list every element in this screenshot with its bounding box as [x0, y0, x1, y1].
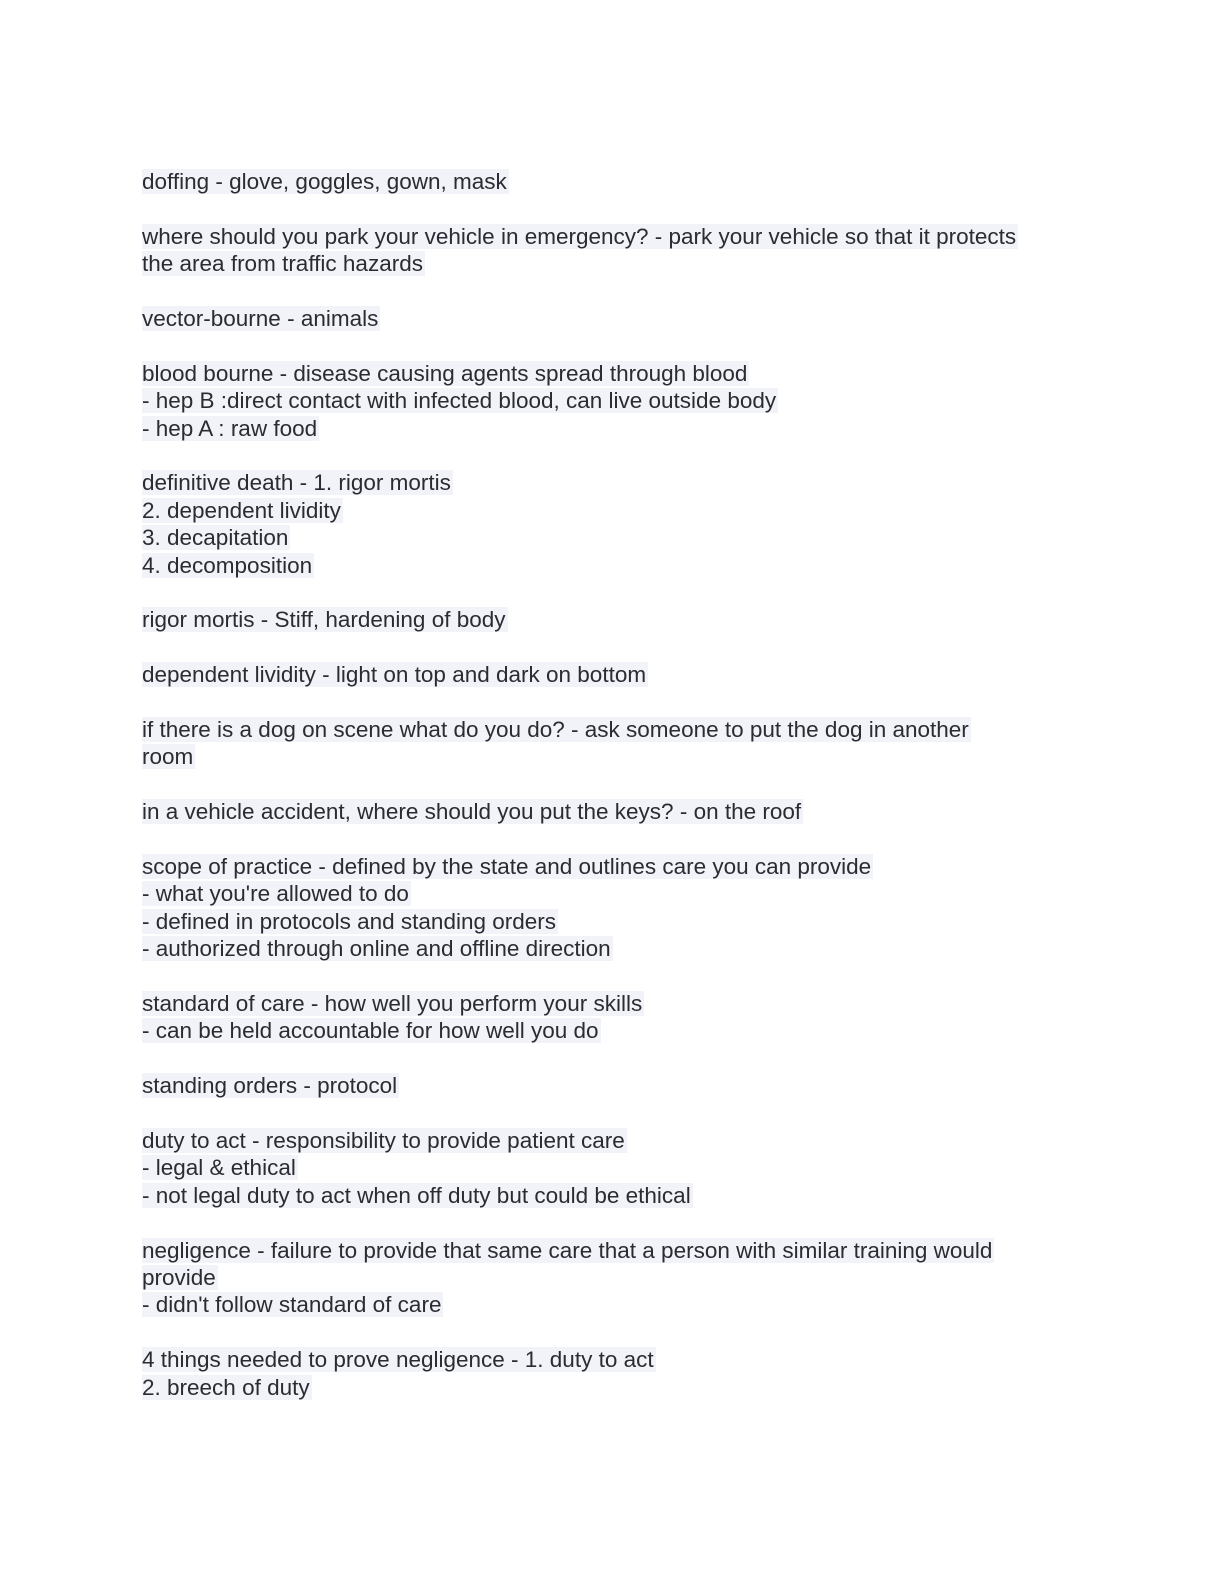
flashcard-entry — [142, 606, 1082, 633]
flashcard-line — [142, 497, 1082, 524]
flashcard-entry — [142, 853, 1082, 963]
flashcard-line — [142, 606, 1082, 633]
flashcard-text: standard of care - how well you perform your skills — [142, 991, 643, 1017]
flashcard-text: blood bourne - disease causing agents spread through blood — [142, 360, 748, 386]
flashcard-line — [142, 853, 1082, 880]
flashcard-line — [142, 1154, 1082, 1181]
flashcard-text: dependent lividity - light on top and dark on bottom — [142, 662, 647, 688]
flashcard-entry — [142, 1346, 1082, 1401]
flashcard-text: - what you're allowed to do — [142, 881, 409, 907]
flashcard-text: 2. dependent lividity — [142, 497, 341, 523]
flashcard-line — [142, 168, 1082, 195]
flashcard-text: definitive death - 1. rigor mortis — [142, 470, 451, 496]
flashcard-line — [142, 1291, 1082, 1318]
flashcard-text: - didn't follow standard of care — [142, 1292, 442, 1318]
flashcard-text: - hep A : raw food — [142, 415, 318, 441]
flashcard-entry — [142, 716, 1082, 771]
flashcard-text: duty to act - responsibility to provide patient care — [142, 1128, 625, 1154]
flashcard-line — [142, 1264, 1082, 1291]
flashcard-line — [142, 415, 1082, 442]
flashcard-line — [142, 223, 1082, 250]
flashcard-line — [142, 1374, 1082, 1401]
flashcard-entry — [142, 223, 1082, 278]
flashcard-text: vector-bourne - animals — [142, 306, 379, 331]
flashcard-line — [142, 469, 1082, 496]
flashcard-entry — [142, 469, 1082, 579]
flashcard-line — [142, 798, 1082, 825]
flashcard-line — [142, 716, 1082, 743]
flashcard-text: - not legal duty to act when off duty but could be ethical — [142, 1182, 691, 1208]
flashcard-line — [142, 1072, 1082, 1099]
flashcard-text: doffing - glove, goggles, gown, mask — [142, 169, 507, 194]
flashcard-text: 4 things needed to prove negligence - 1. duty to act — [142, 1347, 654, 1373]
flashcard-entry — [142, 168, 1082, 195]
flashcard-text: if there is a dog on scene what do you do? - ask someone to put the dog in another — [142, 717, 969, 743]
flashcard-text: negligence - failure to provide that same care that a person with similar training would — [142, 1237, 993, 1263]
flashcard-entry — [142, 1127, 1082, 1209]
flashcard-entry — [142, 360, 1082, 442]
flashcard-line — [142, 935, 1082, 962]
flashcard-line — [142, 880, 1082, 907]
flashcard-entry — [142, 1072, 1082, 1099]
flashcard-entry — [142, 798, 1082, 825]
flashcard-line — [142, 387, 1082, 414]
flashcard-line — [142, 305, 1082, 332]
flashcard-line — [142, 908, 1082, 935]
flashcard-text: - hep B :direct contact with infected blood, can live outside body — [142, 388, 777, 414]
flashcard-text: 2. breech of duty — [142, 1374, 310, 1400]
flashcard-text: scope of practice - defined by the state and outlines care you can provide — [142, 854, 872, 880]
flashcard-text: room — [142, 744, 194, 770]
flashcard-entry — [142, 661, 1082, 688]
flashcard-text: - authorized through online and offline direction — [142, 936, 611, 962]
flashcard-line — [142, 1346, 1082, 1373]
flashcard-line — [142, 1237, 1082, 1264]
flashcard-line — [142, 1127, 1082, 1154]
flashcard-line — [142, 990, 1082, 1017]
flashcard-line — [142, 524, 1082, 551]
flashcard-text: - can be held accountable for how well you do — [142, 1018, 599, 1044]
flashcard-text: standing orders - protocol — [142, 1073, 398, 1099]
flashcard-line — [142, 360, 1082, 387]
flashcard-line — [142, 661, 1082, 688]
flashcard-text: provide — [142, 1265, 216, 1291]
flashcard-entry — [142, 305, 1082, 332]
flashcard-text: rigor mortis - Stiff, hardening of body — [142, 607, 506, 633]
flashcard-text: 3. decapitation — [142, 525, 289, 551]
flashcard-text: the area from traffic hazards — [142, 251, 423, 277]
flashcard-entry — [142, 990, 1082, 1045]
flashcard-entry — [142, 1237, 1082, 1319]
flashcard-line — [142, 250, 1082, 277]
flashcard-line — [142, 1182, 1082, 1209]
flashcard-line — [142, 552, 1082, 579]
flashcard-text: - legal & ethical — [142, 1155, 296, 1181]
flashcard-text: - defined in protocols and standing orders — [142, 908, 557, 934]
flashcard-line — [142, 1017, 1082, 1044]
flashcard-text: in a vehicle accident, where should you put the keys? - on the roof — [142, 799, 802, 825]
flashcard-list — [142, 168, 1082, 1428]
flashcard-text: 4. decomposition — [142, 552, 313, 578]
flashcard-line — [142, 743, 1082, 770]
flashcard-text: where should you park your vehicle in emergency? - park your vehicle so that it protects — [142, 223, 1017, 249]
